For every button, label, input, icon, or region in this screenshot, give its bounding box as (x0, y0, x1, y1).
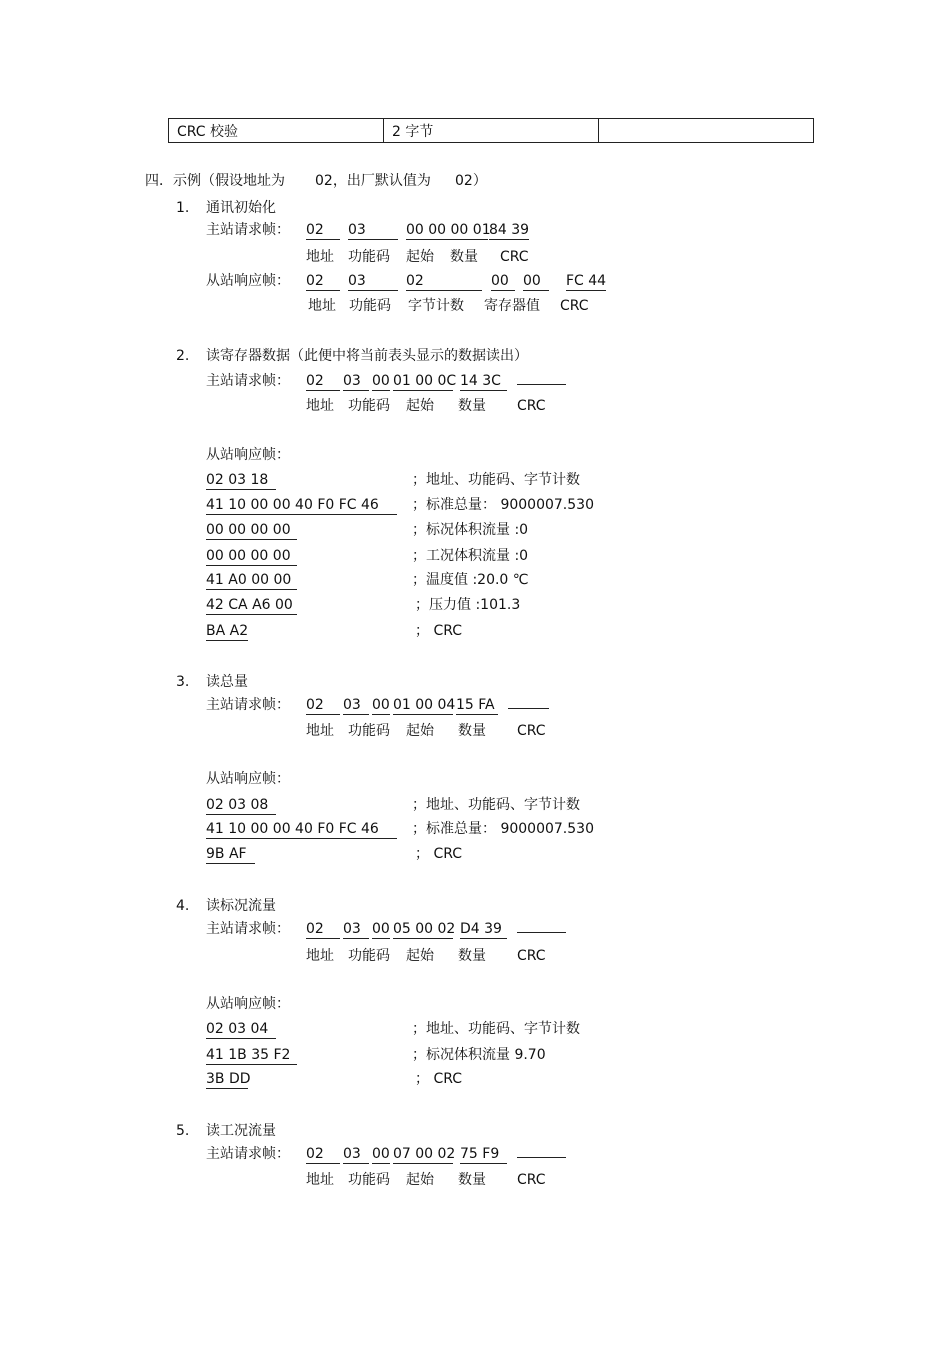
response-note: ；工况体积流量 :0 (412, 548, 529, 564)
example-number: 3. (176, 674, 190, 690)
legend-item: CRC (500, 249, 529, 265)
legend-item: 数量 (458, 398, 486, 414)
response-note: ；标准总量： 9000007.530 (412, 497, 594, 513)
response-note: ；地址、功能码、字节计数 (412, 472, 580, 488)
frame-field: FC 44 (566, 273, 607, 289)
legend-item: 起始 (406, 1172, 434, 1188)
frame-field: 05 00 02 (393, 921, 456, 937)
frame-field: 14 3C (460, 373, 507, 391)
response-hex: 00 00 00 00 (206, 548, 297, 566)
example-title: 读标况流量 (206, 898, 276, 914)
frame-field: 00 (372, 373, 390, 389)
legend-item: 地址 (308, 298, 336, 314)
response-hex: 41 10 00 00 40 F0 FC 46 (206, 821, 397, 839)
legend-item: 数量 (450, 249, 478, 265)
response-hex: 02 03 18 (206, 472, 276, 490)
legend-item: CRC (517, 1172, 546, 1188)
example-number: 2. (176, 348, 190, 364)
example-title: 通讯初始化 (206, 200, 276, 216)
legend-item: CRC (517, 723, 546, 739)
response-label: 从站响应帧： (206, 447, 290, 463)
response-hex: BA A2 (206, 623, 249, 639)
response-label: 从站响应帧： (206, 771, 290, 787)
response-note: ；地址、功能码、字节计数 (412, 797, 580, 813)
legend-item: 起始 (406, 398, 434, 414)
legend-item: 功能码 (349, 298, 391, 314)
legend-item: 功能码 (348, 948, 390, 964)
legend-item: 起始 (406, 948, 434, 964)
legend-item: CRC (517, 398, 546, 414)
legend-item: 地址 (306, 398, 334, 414)
response-label: 从站响应帧： (206, 996, 290, 1012)
frame-field: 00 (523, 273, 549, 291)
frame-field: 15 FA (456, 697, 498, 715)
request-label: 主站请求帧： (206, 1146, 290, 1162)
table-row (169, 119, 814, 143)
response-hex: 02 03 08 (206, 797, 276, 815)
legend-item: 功能码 (348, 249, 390, 265)
example-title: 读寄存器数据（此便中将当前表头显示的数据读出） (206, 348, 528, 364)
response-note: ； CRC (415, 846, 463, 862)
frame-field: 00 (372, 697, 390, 713)
response-hex: 00 00 00 00 (206, 522, 297, 540)
frame-field: 00 (491, 273, 515, 291)
legend-item: 字节计数 (408, 298, 464, 314)
response-hex: 42 CA A6 00 (206, 597, 297, 615)
legend-item: 功能码 (348, 398, 390, 414)
legend-item: 功能码 (348, 1172, 390, 1188)
example-title: 读总量 (206, 674, 248, 690)
response-note: ；标况体积流量 9.70 (412, 1047, 546, 1063)
section-title-default: 02） (455, 173, 487, 189)
frame-field: 01 00 04 (393, 697, 456, 713)
legend-item: 地址 (306, 723, 334, 739)
request-label: 主站请求帧： (206, 373, 290, 389)
frame-field: 03 (348, 273, 398, 291)
table-cell (599, 119, 814, 143)
request-label: 主站请求帧： (206, 222, 290, 238)
legend-item: 起始 (406, 723, 434, 739)
frame-field: 02 (306, 222, 340, 240)
response-hex: 02 03 04 (206, 1021, 276, 1039)
legend-item: 地址 (306, 948, 334, 964)
response-note: ；地址、功能码、字节计数 (412, 1021, 580, 1037)
frame-field: 03 (348, 222, 398, 240)
frame-field: 03 (343, 921, 369, 939)
frame-field: 00 00 00 01 (406, 222, 491, 238)
frame-field: 02 (306, 1146, 340, 1164)
response-hex: 41 1B 35 F2 (206, 1047, 297, 1065)
response-note: ；标准总量： 9000007.530 (412, 821, 594, 837)
frame-field: 03 (343, 697, 369, 715)
response-note: ； CRC (415, 623, 463, 639)
legend-item: 地址 (306, 249, 334, 265)
response-hex: 3B DD (206, 1071, 251, 1087)
table-cell: CRC 校验 (169, 119, 384, 143)
frame-field: 00 (372, 1146, 390, 1162)
response-note: ； CRC (415, 1071, 463, 1087)
legend-item: CRC (560, 298, 589, 314)
crc-table (168, 118, 814, 143)
frame-field (517, 932, 566, 933)
example-title: 读工况流量 (206, 1123, 276, 1139)
legend-item: 数量 (458, 723, 486, 739)
legend-item: CRC (517, 948, 546, 964)
response-note: ；标况体积流量 :0 (412, 522, 529, 538)
legend-item: 数量 (458, 948, 486, 964)
response-label: 从站响应帧： (206, 273, 290, 289)
response-hex: 9B AF (206, 846, 255, 864)
frame-field (508, 708, 549, 709)
frame-field (517, 1157, 566, 1158)
frame-field: 02 (306, 697, 340, 715)
frame-field: 84 39 (489, 222, 530, 238)
legend-item: 地址 (306, 1172, 334, 1188)
response-note: ；压力值 :101.3 (415, 597, 521, 613)
frame-field: D4 39 (460, 921, 507, 939)
response-hex: 41 A0 00 00 (206, 572, 297, 590)
response-hex: 41 10 00 00 40 F0 FC 46 (206, 497, 397, 515)
frame-field: 01 00 0C (393, 373, 457, 389)
section-title: 四．示例（假设地址为 (145, 173, 285, 189)
frame-field: 03 (343, 1146, 369, 1164)
frame-field: 75 F9 (460, 1146, 507, 1164)
frame-field: 03 (343, 373, 369, 391)
example-number: 1. (176, 200, 190, 216)
frame-field: 02 (306, 273, 340, 291)
example-number: 5. (176, 1123, 190, 1139)
frame-field: 02 (306, 373, 340, 391)
response-note: ；温度值 :20.0 ℃ (412, 572, 529, 588)
frame-field: 07 00 02 (393, 1146, 456, 1162)
frame-field: 02 (306, 921, 340, 939)
legend-item: 寄存器值 (484, 298, 540, 314)
legend-item: 起始 (406, 249, 434, 265)
legend-item: 功能码 (348, 723, 390, 739)
example-number: 4. (176, 898, 190, 914)
request-label: 主站请求帧： (206, 921, 290, 937)
frame-field (517, 384, 566, 385)
request-label: 主站请求帧： (206, 697, 290, 713)
legend-item: 数量 (458, 1172, 486, 1188)
frame-field: 00 (372, 921, 390, 937)
section-title-addr: 02，出厂默认值为 (315, 173, 431, 189)
frame-field: 02 (406, 273, 482, 291)
table-cell: 2 字节 (384, 119, 599, 143)
